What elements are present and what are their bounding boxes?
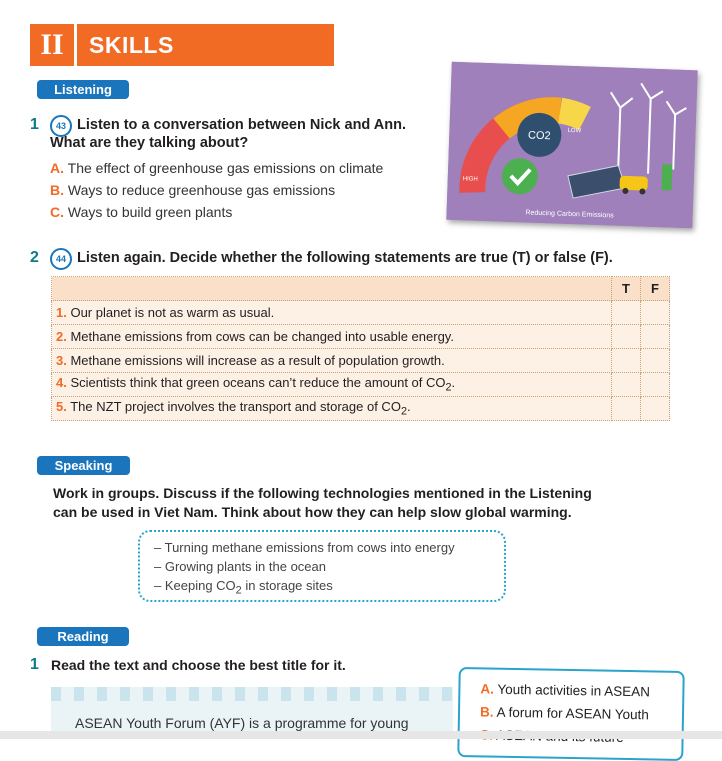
decorative-ticks — [51, 687, 453, 701]
subscript: 2 — [235, 584, 242, 597]
question-number: 2 — [30, 249, 39, 266]
statement-number: 2. — [56, 329, 67, 344]
bottom-bar — [0, 731, 722, 739]
true-cell[interactable] — [612, 397, 641, 421]
statement — [52, 397, 612, 421]
option-text: A forum for ASEAN Youth — [496, 704, 649, 723]
instruction-line: Work in groups. Discuss if the following technologies mentioned in the Listening — [53, 485, 592, 501]
statement-end: . — [451, 375, 456, 391]
option-c — [50, 204, 232, 220]
track-number: 43 — [55, 121, 66, 131]
subscript: 2 — [445, 381, 452, 394]
option-letter: B. — [479, 704, 494, 720]
statement — [52, 373, 612, 397]
statement-number: 4. — [56, 375, 67, 391]
statement-text: Methane emissions will increase as a result of population growth. — [70, 353, 445, 368]
statement-text: Methane emissions from cows can be changed into usable energy. — [70, 329, 454, 344]
subscript: 2 — [400, 405, 407, 418]
header-blank — [52, 277, 612, 301]
true-cell[interactable] — [612, 325, 641, 349]
list-item — [154, 576, 504, 595]
statement — [52, 349, 612, 373]
passage-text: ASEAN Youth Forum (AYF) is a programme for young — [75, 715, 409, 731]
low-label: LOW — [567, 127, 582, 135]
statement-text: Scientists think that green oceans can’t reduce the amount of CO — [70, 375, 446, 391]
section-title: SKILLS — [77, 24, 334, 66]
option-text: Ways to build green plants — [67, 204, 233, 220]
table-row — [52, 349, 670, 373]
illustration-caption: Reducing Carbon Emissions — [525, 209, 614, 220]
option-letter: A. — [50, 160, 64, 176]
true-false-table — [51, 276, 670, 421]
section-number: II — [30, 24, 74, 66]
option-b — [50, 182, 335, 198]
false-cell[interactable] — [641, 325, 670, 349]
true-cell[interactable] — [612, 373, 641, 397]
statement-number: 1. — [56, 305, 67, 320]
listening-label: Listening — [37, 80, 129, 99]
table-header-row — [52, 277, 670, 301]
statement-end: . — [406, 399, 411, 415]
co2-label: CO2 — [527, 129, 551, 143]
item-text: – Keeping CO — [154, 578, 236, 593]
question-text: What are they talking about? — [50, 135, 249, 151]
false-cell[interactable] — [641, 301, 670, 325]
statement-number: 3. — [56, 353, 67, 368]
statement-number: 5. — [56, 399, 67, 415]
table-row — [52, 325, 670, 349]
illustration-graphic — [446, 62, 697, 228]
option-text: Ways to reduce greenhouse gas emissions — [67, 182, 336, 198]
statement — [52, 301, 612, 325]
statement-text: The NZT project involves the transport and storage of CO — [70, 399, 401, 415]
statement — [52, 325, 612, 349]
table-row — [52, 373, 670, 397]
audio-track-icon[interactable] — [50, 248, 72, 270]
instruction-line: can be used in Viet Nam. Think about how they can help slow global warming. — [53, 504, 572, 520]
option-a — [50, 160, 383, 176]
question-text: Listen to a conversation between Nick and Ann. — [77, 117, 406, 133]
statement-text: Our planet is not as warm as usual. — [70, 305, 275, 320]
table-row — [52, 301, 670, 325]
list-item: – Turning methane emissions from cows into energy — [154, 540, 455, 555]
option-letter: A. — [480, 681, 495, 697]
question-text: Read the text and choose the best title for it. — [51, 657, 346, 673]
option-letter: B. — [50, 182, 64, 198]
carbon-emissions-illustration — [446, 62, 697, 228]
true-cell[interactable] — [612, 349, 641, 373]
speaking-label: Speaking — [37, 456, 130, 475]
table-row — [52, 397, 670, 421]
list-item: – Growing plants in the ocean — [154, 559, 326, 574]
question-number: 1 — [30, 656, 39, 673]
track-number: 44 — [55, 254, 66, 264]
reading-label: Reading — [37, 627, 129, 646]
false-cell[interactable] — [641, 349, 670, 373]
question-text: Listen again. Decide whether the following statements are true (T) or false (F). — [77, 250, 613, 266]
false-cell[interactable] — [641, 373, 670, 397]
option-text: Youth activities in ASEAN — [497, 681, 651, 700]
title-options-box — [457, 667, 685, 761]
option-text: The effect of greenhouse gas emissions on climate — [67, 160, 384, 176]
question-number: 1 — [30, 116, 39, 133]
header-false: F — [641, 277, 670, 301]
speaking-instructions — [53, 484, 673, 522]
technologies-box — [138, 530, 506, 602]
item-text: in storage sites — [241, 578, 333, 593]
true-cell[interactable] — [612, 301, 641, 325]
false-cell[interactable] — [641, 397, 670, 421]
header-true: T — [612, 277, 641, 301]
high-label: HIGH — [462, 176, 478, 183]
option-letter: C. — [50, 204, 64, 220]
